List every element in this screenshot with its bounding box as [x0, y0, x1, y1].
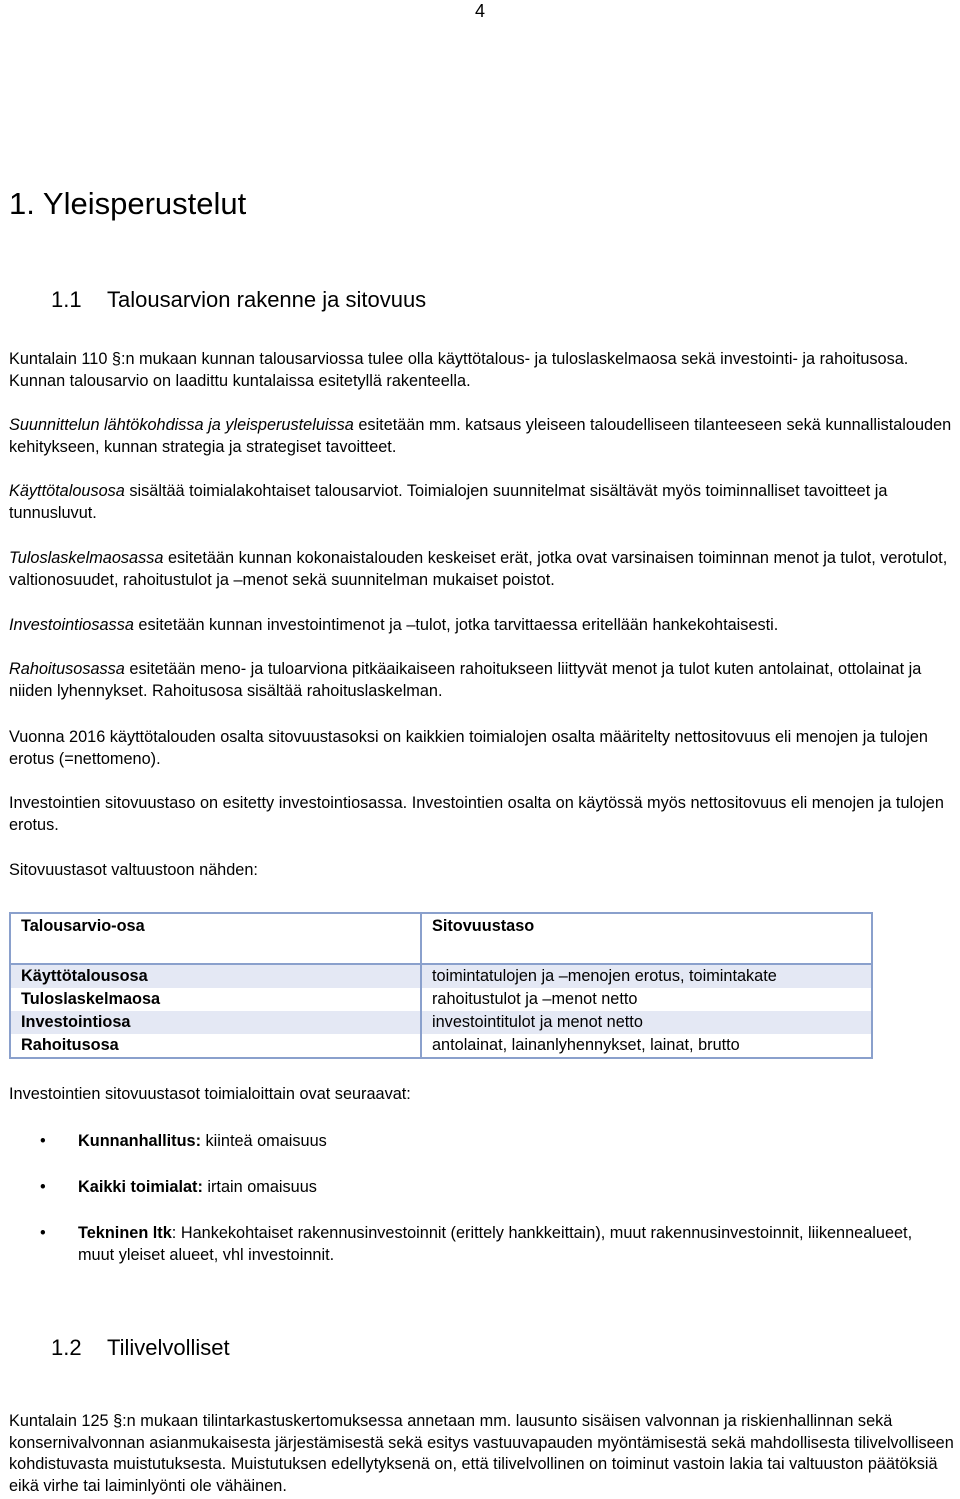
- bullet-icon: •: [40, 1224, 46, 1242]
- section-heading-1-1: [51, 286, 426, 314]
- section-title: Talousarvion rakenne ja sitovuus: [107, 287, 427, 312]
- term: Tuloslaskelmaosassa: [9, 549, 164, 567]
- text: esitetään kunnan investointimenot ja –tulot, jotka tarvittaessa eritellään hankekohtaisesti.: [133, 616, 779, 634]
- paragraph-sitovuustasot: Sitovuustasot valtuustoon nähden:: [9, 861, 258, 879]
- text: esitetään mm. katsaus yleiseen taloudelliseen tilanteeseen sekä kunnallistalouden kehitykseen, kunnan strategia ja strategiset tavoitteet.: [9, 416, 952, 456]
- bullet-text: irtain omaisuus: [202, 1178, 317, 1196]
- heading-yleisperustelut: 1. Yleisperustelut: [9, 186, 247, 221]
- bullet-label: Kaikki toimialat:: [78, 1178, 203, 1196]
- table-row: [10, 964, 872, 988]
- term: Rahoitusosassa: [9, 660, 125, 678]
- table-cell: toimintatulojen ja –menojen erotus, toimintakate: [421, 964, 872, 988]
- table-row: [10, 1034, 872, 1058]
- bullet-text: kiinteä omaisuus: [201, 1132, 327, 1150]
- table-header-cell: Sitovuustaso: [421, 913, 872, 964]
- table-cell: rahoitustulot ja –menot netto: [421, 988, 872, 1011]
- paragraph-investointi: [9, 615, 955, 637]
- bullet-icon: •: [40, 1132, 46, 1150]
- table-cell: antolainat, lainanlyhennykset, lainat, brutto: [421, 1034, 872, 1058]
- list-item: [40, 1177, 950, 1199]
- table-cell: Investointiosa: [10, 1011, 421, 1034]
- section-number: 1.2: [51, 1335, 82, 1360]
- paragraph-toimialoittain: Investointien sitovuustasot toimialoittain ovat seuraavat:: [9, 1085, 411, 1103]
- paragraph-kuntalaki: Kuntalain 110 §:n mukaan kunnan talousarviossa tulee olla käyttötalous- ja tuloslaskelmaosa sekä investointi- ja rahoitusosa. Kunnan talousarvio on laadittu kuntalaissa esitetyllä rakenteella.: [9, 350, 909, 390]
- table-cell: Tuloslaskelmaosa: [10, 988, 421, 1011]
- section-number: 1.1: [51, 287, 82, 312]
- table-row: [10, 1011, 872, 1034]
- paragraph-lahtokohdat: [9, 415, 955, 458]
- bullet-label: Tekninen ltk: [78, 1224, 172, 1242]
- text: esitetään meno- ja tuloarviona pitkäaikaiseen rahoitukseen liittyvät menot ja tulot kuten antolainat, ottolainat ja niiden lyhennykset. Rahoitusosa sisältää rahoituslaskelman.: [9, 660, 922, 700]
- table-cell: Käyttötalousosa: [10, 964, 421, 988]
- table-cell: investointitulot ja menot netto: [421, 1011, 872, 1034]
- section-title: Tilivelvolliset: [107, 1335, 230, 1360]
- text: sisältää toimialakohtaiset talousarviot. Toimialojen suunnitelmat sisältävät myös toiminnalliset tavoitteet ja tunnusluvut.: [9, 482, 888, 522]
- list-item: [40, 1223, 950, 1267]
- text: esitetään kunnan kokonaistalouden keskeiset erät, jotka ovat varsinaisen toiminnan menot ja tulot, verotulot, valtionosuudet, rahoitustulot ja –menot sekä suunnitelman mukaiset poistot.: [9, 549, 948, 589]
- term: Investointiosassa: [9, 616, 134, 634]
- section-heading-1-2: [51, 1334, 230, 1362]
- paragraph-sitovuus-2016: Vuonna 2016 käyttötalouden osalta sitovuustasoksi on kaikkien toimialojen osalta määritelty nettositovuus eli menojen ja tulojen erotus (=nettomeno).: [9, 728, 928, 768]
- term: Suunnittelun lähtökohdissa ja yleisperusteluissa: [9, 416, 354, 434]
- bullet-text: : Hankekohtaiset rakennusinvestoinnit (erittely hankkeittain), muut rakennusinvestoinnit, liikennealueet, muut yleiset alueet, vhl investoinnit.: [78, 1224, 913, 1264]
- bullet-icon: •: [40, 1178, 46, 1196]
- paragraph-investointien-sitovuus: Investointien sitovuustaso on esitetty investointiosassa. Investointien osalta on käytössä myös nettositovuus eli menojen ja tulojen erotus.: [9, 794, 944, 834]
- table-row: [10, 988, 872, 1011]
- paragraph-tuloslaskelma: [9, 548, 955, 591]
- term: Käyttötalousosa: [9, 482, 125, 500]
- paragraph-tilivelvolliset: Kuntalain 125 §:n mukaan tilintarkastuskertomuksessa annetaan mm. lausunto sisäisen valvonnan ja riskienhallinnan sekä konsernivalvonnan asianmukaisesta järjestämisestä sekä esitys vastuuvapauden myöntämisestä sekä mahdollisesta tilivelvolliseen kohdistuvasta muistutuksesta. Muistutuksen edellytyksenä on, että tilivelvollinen on toiminut vastoin lakia tai valtuuston päätöksiä eikä virhe tai laiminlyönti ole vähäinen.: [9, 1412, 954, 1495]
- bullet-label: Kunnanhallitus:: [78, 1132, 202, 1150]
- sitovuus-table: [9, 912, 873, 1059]
- paragraph-kayttotalous: [9, 481, 955, 524]
- paragraph-rahoitus: [9, 659, 955, 702]
- table-cell: Rahoitusosa: [10, 1034, 421, 1058]
- page-number: 4: [474, 1, 485, 21]
- table-header-cell: Talousarvio-osa: [10, 913, 421, 964]
- table-header-row: [10, 913, 872, 964]
- list-item: [40, 1131, 950, 1153]
